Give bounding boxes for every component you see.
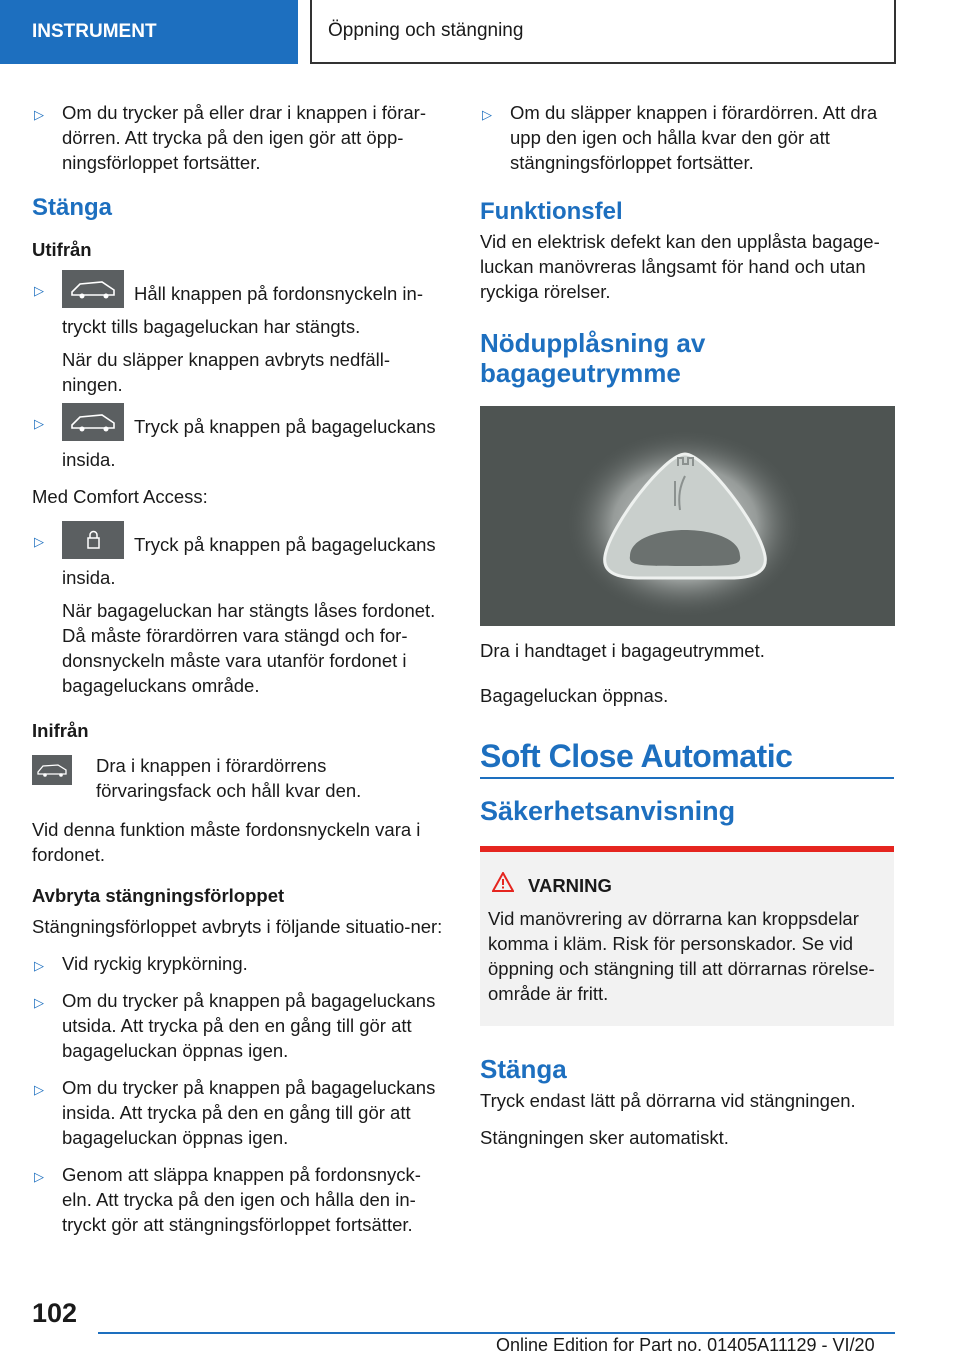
bullet-text: Om du släpper knappen i förardörren. Att dra upp den igen och hålla kvar den gör att stängningsförloppet fortsätter.	[510, 102, 878, 173]
heading-soft-close: Soft Close Automatic	[480, 744, 894, 779]
list-item	[480, 100, 894, 175]
warning-triangle-icon	[492, 872, 514, 898]
bullet-text: Vid ryckig krypkörning.	[62, 953, 248, 974]
heading-stanga-2: Stänga	[480, 1054, 567, 1084]
list-item	[32, 409, 446, 472]
bullet-note: När bagageluckan har stängts låses fordonet. Då måste förardörren vara stängd och for-donsnyckeln måste vara utanför fordonet i bagageluckans område.	[62, 600, 436, 696]
inifran-text: Dra i knappen i förardörrens förvaringsfack och håll kvar den.	[96, 755, 362, 801]
list-item	[32, 1162, 446, 1237]
page-number: 102	[32, 1298, 78, 1328]
warning-header	[488, 872, 886, 898]
right-column	[480, 100, 894, 1162]
bullet-triangle-icon: ▷	[34, 416, 44, 431]
subheading-utifran: Utifrån	[32, 239, 92, 260]
page-title: Öppning och stängning	[310, 0, 896, 64]
left-column	[32, 100, 446, 1249]
bullet-note: När du släpper knappen avbryts nedfäll-ningen.	[62, 349, 391, 395]
bullet-triangle-icon: ▷	[34, 1169, 44, 1184]
car-tailgate-key-button-icon	[62, 270, 124, 308]
bullet-triangle-icon: ▷	[482, 107, 492, 122]
bullet-text: Om du trycker på knappen på bagageluckans utsida. Att trycka på den en gång till gör att bagageluckan öppnas igen.	[62, 990, 436, 1061]
stanga-text-2: Stängningen sker automatiskt.	[480, 1127, 729, 1148]
heading-nodupplasning: Nödupplåsning av bagageutrymme	[480, 328, 706, 388]
emergency-release-handle-image	[480, 406, 895, 626]
list-item	[32, 276, 446, 397]
photo-caption: Dra i handtaget i bagageutrymmet.	[480, 640, 765, 661]
key-note: Vid denna funktion måste fordonsnyckeln vara i fordonet.	[32, 819, 421, 865]
warning-text: Vid manövrering av dörrarna kan kroppsdelar komma i kläm. Risk för personskador. Se vid öppning och stängning till att dörrarnas rörelse-område är fritt.	[488, 908, 875, 1004]
bullet-text: Håll knappen på fordonsnyckeln in-tryckt tills bagageluckan har stängts.	[62, 282, 423, 337]
bullet-text: Om du trycker på knappen på bagageluckans insida. Att trycka på den en gång till gör att bagageluckan öppnas igen.	[62, 1077, 436, 1148]
warning-label: VARNING	[528, 874, 612, 896]
list-item	[32, 527, 446, 698]
list-item	[32, 951, 446, 976]
subheading-inifran: Inifrån	[32, 720, 89, 741]
comfort-access-label: Med Comfort Access:	[32, 486, 208, 507]
bullet-triangle-icon: ▷	[34, 283, 44, 298]
bullet-text: Tryck på knappen på bagageluckans insida.	[62, 533, 436, 588]
heading-stanga: Stänga	[32, 194, 113, 221]
bullet-triangle-icon: ▷	[34, 1082, 44, 1097]
lock-button-icon	[62, 521, 124, 559]
heading-sakerhetsanvisning: Säkerhetsanvisning	[480, 796, 736, 826]
warning-box	[480, 846, 894, 1026]
list-item	[32, 988, 446, 1063]
bullet-triangle-icon: ▷	[34, 995, 44, 1010]
car-tailgate-button-icon	[62, 403, 124, 441]
bullet-triangle-icon: ▷	[34, 107, 44, 122]
footer-rule	[98, 1332, 895, 1334]
inside-instruction	[32, 753, 446, 803]
funktionsfel-text: Vid en elektrisk defekt kan den upplåsta bagage-luckan manövreras långsamt för hand och utan ryckiga rörelser.	[480, 231, 880, 302]
bullet-text: Tryck på knappen på bagageluckans insida.	[62, 415, 436, 470]
photo-result: Bagageluckan öppnas.	[480, 685, 669, 706]
heading-funktionsfel: Funktionsfel	[480, 198, 623, 225]
bullet-text: Om du trycker på eller drar i knappen i förar-dörren. Att trycka på den igen gör att öpp-ningsförloppet fortsätter.	[62, 102, 426, 173]
avbryta-text: Stängningsförloppet avbryts i följande situatio-ner:	[32, 916, 443, 937]
bullet-triangle-icon: ▷	[34, 958, 44, 973]
subheading-avbryta: Avbryta stängningsförloppet	[32, 885, 285, 906]
list-item	[32, 1075, 446, 1150]
edition-footer[interactable]: Online Edition for Part no. 01405A11129 - VI/20	[496, 1335, 875, 1355]
list-item	[32, 100, 446, 175]
car-tailgate-inside-icon	[32, 755, 72, 785]
stanga-text-1: Tryck endast lätt på dörrarna vid stängningen.	[480, 1090, 856, 1111]
bullet-text: Genom att släppa knappen på fordonsnyck-eln. Att trycka på den igen och hålla den in-tryckt gör att stängningsförloppet fortsätter.	[62, 1164, 421, 1235]
bullet-triangle-icon: ▷	[34, 534, 44, 549]
section-tab[interactable]: INSTRUMENT	[0, 0, 298, 64]
